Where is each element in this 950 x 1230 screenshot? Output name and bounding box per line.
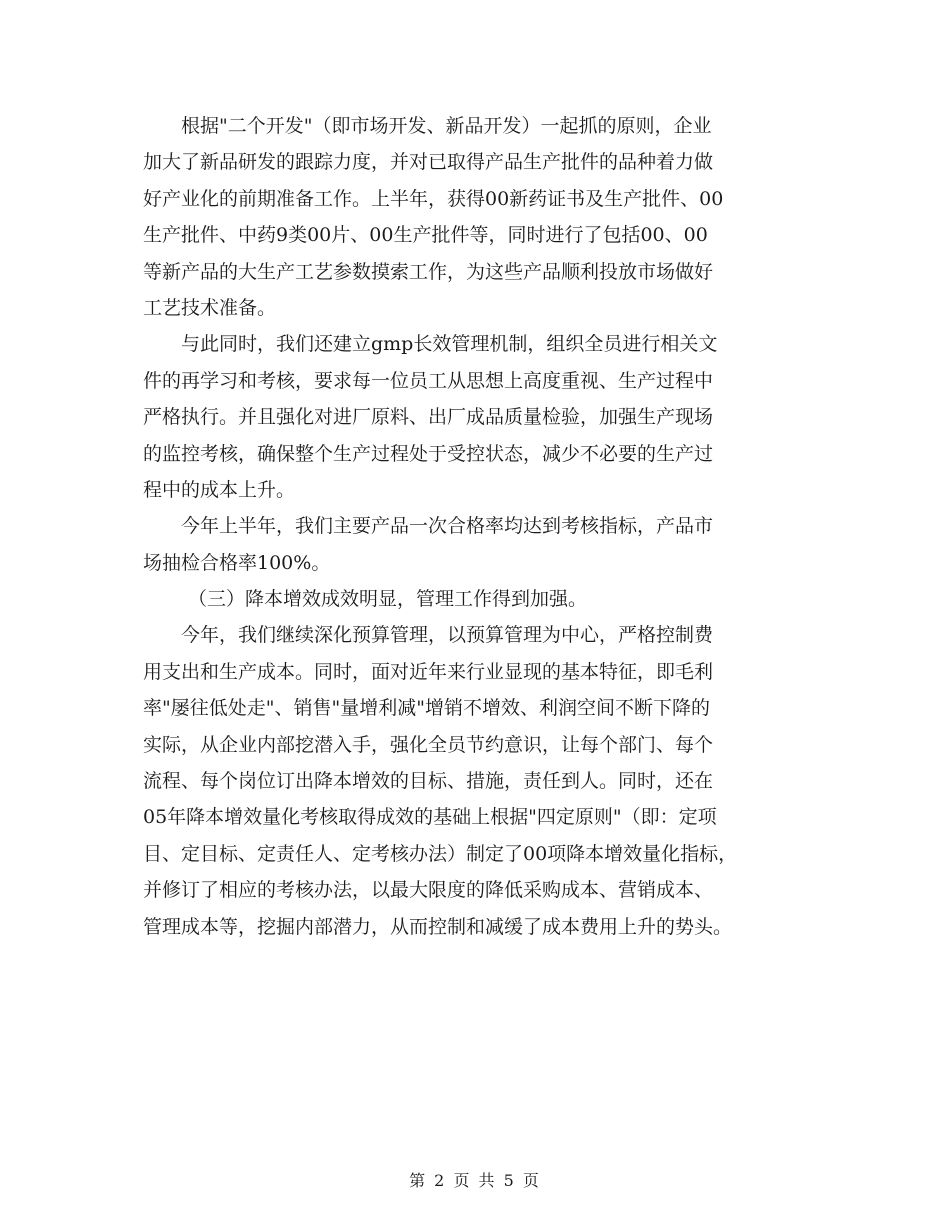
text-line: 流程、每个岗位订出降本增效的目标、措施，责任到人。同时，还在 <box>143 770 714 793</box>
text-line: 生产批件、中药9类00片、00生产批件等，同时进行了包括00、00 <box>143 224 708 247</box>
text-line: 好产业化的前期准备工作。上半年，获得00新药证书及生产批件、00 <box>143 187 724 210</box>
text-line: 程中的成本上升。 <box>143 478 296 501</box>
text-line: 的监控考核，确保整个生产过程处于受控状态，减少不必要的生产过 <box>143 442 714 465</box>
paragraph-cost-reduction <box>143 617 818 945</box>
document-body <box>143 108 818 945</box>
text-line: 根据"二个开发"（即市场开发、新品开发）一起抓的原则，企业 <box>181 115 712 137</box>
text-line: 场抽检合格率100%。 <box>143 551 331 574</box>
text-line: 05年降本增效量化考核取得成效的基础上根据"四定原则"（即：定项 <box>143 806 717 829</box>
paragraph-new-product-development <box>143 108 818 326</box>
paragraph-gmp-management <box>143 326 818 508</box>
text-line: 严格执行。并且强化对进厂原料、出厂成品质量检验，加强生产现场 <box>143 406 714 429</box>
text-line: 工艺技术准备。 <box>143 296 277 319</box>
page-number-footer: 第 2 页 共 5 页 <box>409 1171 541 1190</box>
text-line: 今年上半年，我们主要产品一次合格率均达到考核指标，产品市 <box>181 515 714 538</box>
text-line: 加大了新品研发的跟踪力度，并对已取得产品生产批件的品种着力做 <box>143 151 714 174</box>
text-line: 率"屡往低处走"、销售"量增利减"增销不增效、利润空间不断下降的 <box>143 697 710 720</box>
text-line: 等新产品的大生产工艺参数摸索工作，为这些产品顺利投放市场做好 <box>143 260 714 283</box>
text-line: 并修订了相应的考核办法，以最大限度的降低采购成本、营销成本、 <box>143 879 714 902</box>
text-line: 与此同时，我们还建立gmp长效管理机制，组织全员进行相关文 <box>181 333 718 356</box>
text-line: 目、定目标、定责任人、定考核办法）制定了00项降本增效量化指标， <box>143 842 738 865</box>
text-line: 今年，我们继续深化预算管理，以预算管理为中心，严格控制费 <box>181 624 714 647</box>
text-line: 管理成本等，挖掘内部潜力，从而控制和减缓了成本费用上升的势头。 <box>143 915 733 938</box>
section-heading <box>143 581 818 617</box>
text-line: 实际，从企业内部挖潜入手，强化全员节约意识，让每个部门、每个 <box>143 733 714 756</box>
text-line: 件的再学习和考核，要求每一位员工从思想上高度重视、生产过程中 <box>143 369 714 392</box>
text-line: 用支出和生产成本。同时，面对近年来行业显现的基本特征，即毛利 <box>143 660 714 683</box>
paragraph-quality-rate <box>143 508 818 581</box>
section-heading-text: （三）降本增效成效明显，管理工作得到加强。 <box>188 588 588 611</box>
